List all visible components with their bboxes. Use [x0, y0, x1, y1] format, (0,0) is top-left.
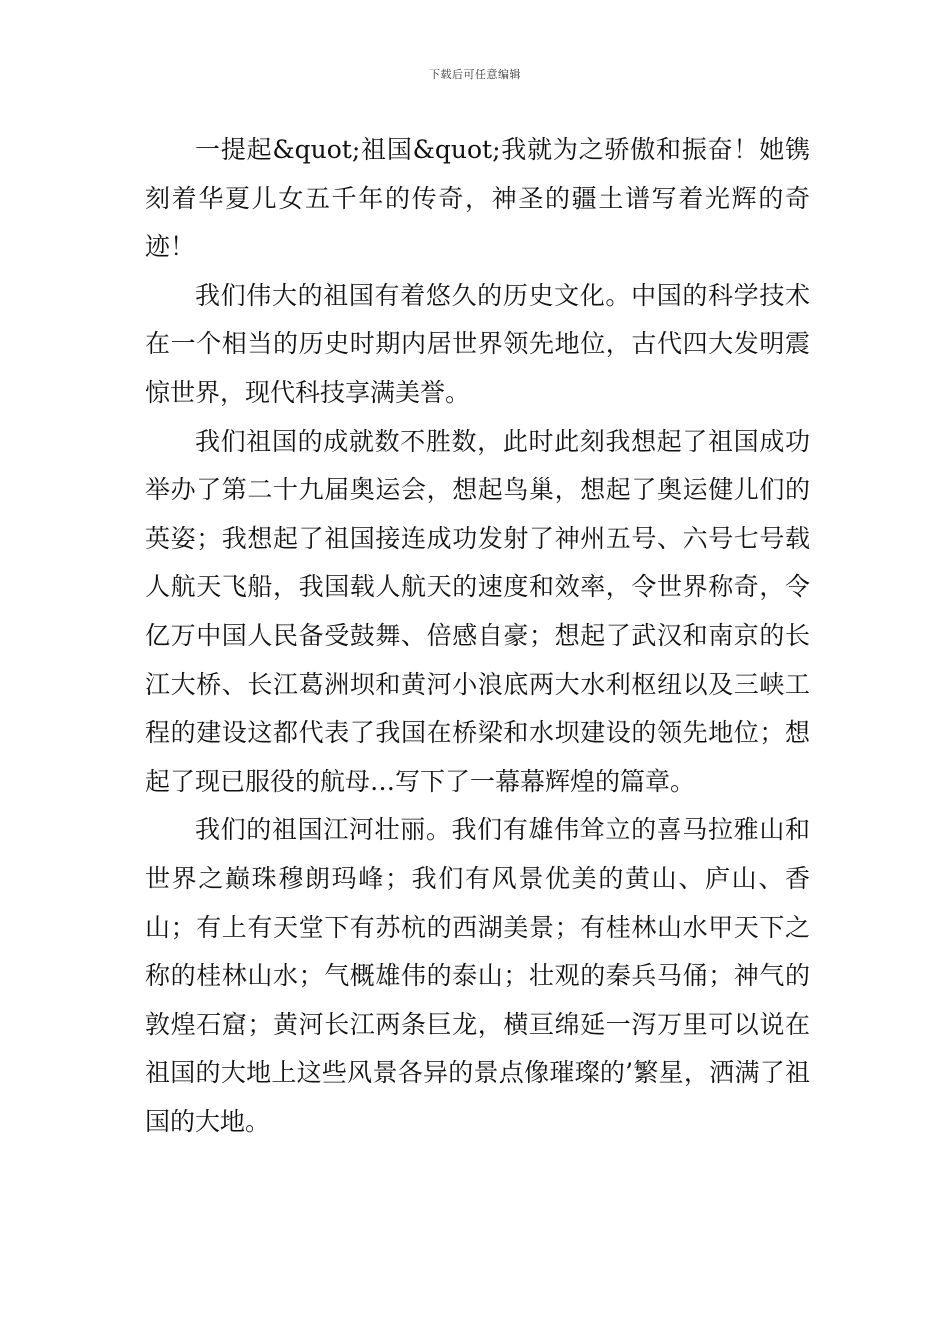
header-note: 下载后可任意编辑	[429, 68, 521, 81]
paragraph-2: 我们伟大的祖国有着悠久的历史文化。中国的科学技术在一个相当的历史时期内居世界领先地位，古代四大发明震惊世界，现代科技享满美誉。	[145, 280, 810, 407]
document-body	[145, 126, 810, 1146]
paragraph-4: 我们的祖国江河壮丽。我们有雄伟耸立的喜马拉雅山和世界之巅珠穆朗玛峰；我们有风景优美的黄山、庐山、香山；有上有天堂下有苏杭的西湖美景；有桂林山水甲天下之称的桂林山水；气概雄伟的泰山；壮观的秦兵马俑；神气的敦煌石窟；黄河长江两条巨龙，横亘绵延一泻万里可以说在祖国的大地上这些风景各异的景点像璀璨的’繁星，洒满了祖国的大地。	[145, 815, 810, 1136]
paragraph-3: 我们祖国的成就数不胜数，此时此刻我想起了祖国成功举办了第二十九届奥运会，想起鸟巢，想起了奥运健儿们的英姿；我想起了祖国接连成功发射了神州五号、六号七号载人航天飞船，我国载人航天的速度和效率，令世界称奇，令亿万中国人民备受鼓舞、倍感自豪；想起了武汉和南京的长江大桥、长江葛洲坝和黄河小浪底两大水利枢纽以及三峡工程的建设这都代表了我国在桥梁和水坝建设的领先地位；想起了现已服役的航母…写下了一幕幕辉煌的篇章。	[145, 426, 810, 796]
paragraph-1: 一提起&quot;祖国&quot;我就为之骄傲和振奋！她镌刻着华夏儿女五千年的传奇，神圣的疆土谱写着光辉的奇迹！	[145, 135, 810, 262]
